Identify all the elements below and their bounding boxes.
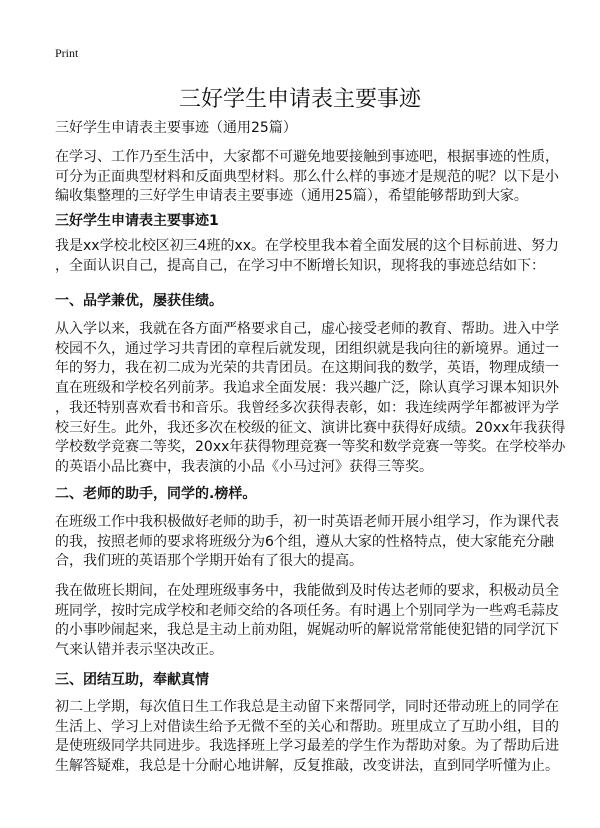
text-line: 气来认错并表示坚决改正。 (55, 642, 223, 659)
paragraph (55, 320, 566, 478)
paragraph (55, 582, 559, 661)
text-line: 三好学生申请表主要事迹（通用25篇） (55, 120, 297, 136)
text-line: ，全面认识自己，提高自己，在学习中不断增长知识，现将我的事迹总结如下： (55, 257, 545, 274)
text-line: 在学习、工作乃至生活中，大家都不可避免地要接触到事迹吧，根据事迹的性质， (55, 149, 559, 165)
text-line: 可分为正面典型材料和反面典型材料。那么什么样的事迹才是规范的呢？以下是小 (55, 168, 559, 185)
section-heading (55, 485, 555, 505)
text-line: 生活上、学习上对借读生给予无微不至的关心和帮助。班里成立了互助小组，目的 (55, 718, 559, 735)
paragraph (55, 698, 559, 777)
paragraph (55, 148, 559, 207)
paragraph (55, 513, 559, 572)
text-line: 生解答疑难，我总是十分耐心地讲解，反复推敲，改变讲法，直到同学听懂为止。 (55, 758, 559, 775)
text-line: 一、品学兼优，屡获佳绩。 (55, 293, 223, 309)
text-line: 三、团结互助，奉献真情 (55, 672, 209, 688)
text-line: 我在做班长期间，在处理班级事务中，我能做到及时传达老师的要求，积极动员全 (55, 583, 559, 599)
section-heading (55, 671, 555, 691)
text-line: 从入学以来，我就在各方面严格要求自己，虚心接受老师的教育、帮助。进入中学 (55, 321, 559, 337)
text-line: 是使班级同学共同进步。我选择班上学习最差的学生作为帮助对象。为了帮助后进 (55, 738, 559, 755)
text-line: 编收集整理的三好学生申请表主要事迹（通用25篇），希望能够帮助到大家。 (55, 188, 528, 205)
section-heading (55, 292, 555, 312)
text-line: 学校数学竞赛二等奖，20xx年获得物理竞赛一等奖和数学竞赛一等奖。在学校举办 (55, 439, 566, 456)
paragraph (55, 119, 555, 139)
text-line: 直在班级和学校名列前茅。我追求全面发展：我兴趣广泛，除认真学习课本知识外 (55, 380, 559, 397)
text-line: ，我还特别喜欢看书和音乐。我曾经多次获得表彰，如：我连续两学年都被评为学 (55, 399, 559, 416)
text-line: 初二上学期，每次值日生工作我总是主动留下来帮同学，同时还带动班上的同学在 (55, 699, 559, 715)
print-link[interactable]: Print (55, 46, 79, 60)
text-line: 合，我们班的英语那个学期开始有了很大的提高。 (55, 553, 363, 570)
text-line: 的英语小品比赛中，我表演的小品《小马过河》获得三等奖。 (55, 458, 433, 475)
text-line: 的小事吵闹起来，我总是主动上前劝阻，娓娓动听的解说常常能使犯错的同学沉下 (55, 622, 559, 639)
text-line: 校三好生。此外，我还多次在校级的征文、演讲比赛中获得好成绩。20xx年我获得 (55, 419, 566, 436)
text-line: 在班级工作中我积极做好老师的助手，初一时英语老师开展小组学习，作为课代表 (55, 514, 559, 530)
text-line: 班同学，按时完成学校和老师交给的各项任务。有时遇上个别同学为一些鸡毛蒜皮 (55, 602, 559, 619)
page-title: 三好学生申请表主要事迹 (178, 87, 421, 112)
paragraph (55, 237, 560, 276)
text-line: 校园不久，通过学习共青团的章程后就发现，团组织就是我向往的新境界。通过一 (55, 340, 559, 357)
text-line: 二、老师的助手，同学的.榜样。 (55, 486, 257, 502)
text-line: 三好学生申请表主要事迹1 (55, 213, 219, 229)
text-line: 年的努力，我在初二成为光荣的共青团员。在这期间我的数学，英语，物理成绩一 (55, 360, 559, 377)
text-line: 我是xx学校北校区初三4班的xx。在学校里我本着全面发展的这个目标前进、努力 (55, 238, 560, 254)
section-heading (55, 212, 555, 232)
text-line: 的我，按照老师的要求将班级分为6个组，遵从大家的性格特点，使大家能充分融 (55, 533, 554, 550)
